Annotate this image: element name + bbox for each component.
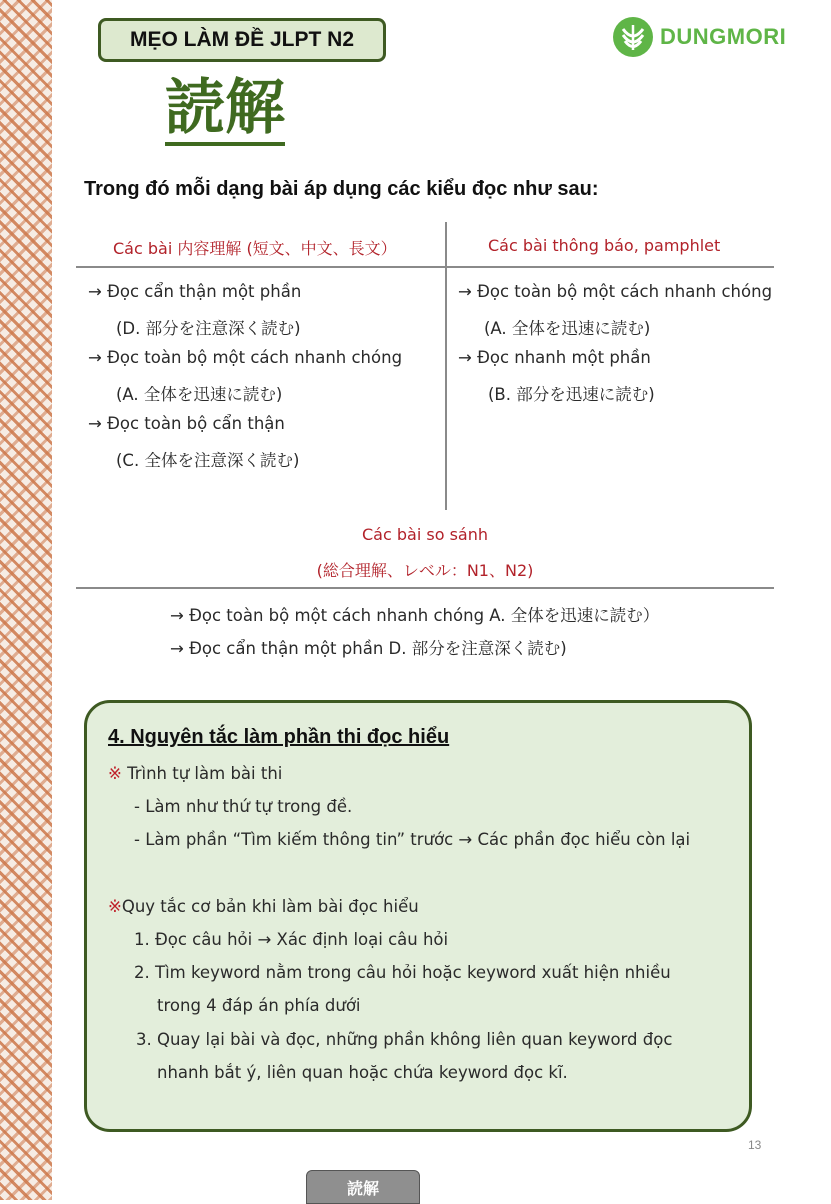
left-line-5: → Đọc toàn bộ cẩn thận: [88, 414, 285, 433]
reference-mark: ※: [108, 764, 122, 783]
left-line-1: → Đọc cẩn thận một phần: [88, 282, 302, 301]
left-line-6: (C. 全体を注意深く読む): [116, 451, 300, 470]
section2-item-3-cont: nhanh bắt ý, liên quan hoặc chứa keyword đọc kĩ.: [157, 1063, 568, 1082]
section1-heading-text: Trình tự làm bài thi: [121, 764, 283, 783]
section1-item-2: - Làm phần “Tìm kiếm thông tin” trước → Các phần đọc hiểu còn lại: [134, 830, 691, 849]
leaf-circle-icon: [612, 16, 654, 58]
compare-divider: [76, 587, 774, 589]
compare-line-2: → Đọc cẩn thận một phần D. 部分を注意深く読む): [170, 639, 567, 658]
section2-item-2: 2. Tìm keyword nằm trong câu hỏi hoặc keyword xuất hiện nhiều: [134, 963, 671, 982]
left-line-4: (A. 全体を迅速に読む): [116, 385, 283, 404]
section2-heading-text: Quy tắc cơ bản khi làm bài đọc hiểu: [121, 897, 419, 916]
right-line-2: (A. 全体を迅速に読む): [484, 319, 651, 338]
series-badge: MẸO LÀM ĐỀ JLPT N2: [98, 18, 386, 62]
intro-text: Trong đó mỗi dạng bài áp dụng các kiểu đọc như sau:: [84, 178, 599, 200]
brand-logo: [612, 16, 786, 58]
compare-line-1: → Đọc toàn bộ một cách nhanh chóng A. 全体を迅速に読む）: [170, 606, 660, 625]
compare-header: Các bài so sánh: [362, 525, 488, 544]
right-line-1: → Đọc toàn bộ một cách nhanh chóng: [458, 282, 773, 301]
page-title: 読解: [165, 78, 285, 146]
section1-heading: [108, 764, 282, 783]
right-line-4: (B. 部分を迅速に読む): [488, 385, 655, 404]
reference-mark: ※: [108, 897, 122, 916]
section2-heading: [108, 897, 419, 916]
decorative-side-pattern: [0, 0, 52, 1200]
logo-text: DUNGMORI: [660, 24, 787, 49]
right-column-header: Các bài thông báo, pamphlet: [488, 236, 721, 255]
right-line-3: → Đọc nhanh một phần: [458, 348, 651, 367]
section1-item-1: - Làm như thứ tự trong đề.: [134, 797, 353, 816]
section2-item-3: 3. Quay lại bài và đọc, những phần không liên quan keyword đọc: [136, 1030, 673, 1049]
page-number: 13: [748, 1138, 762, 1152]
left-line-3: → Đọc toàn bộ một cách nhanh chóng: [88, 348, 403, 367]
left-column-header: Các bài 内容理解 (短文、中文、長文）: [113, 239, 397, 258]
table-column-divider: [445, 222, 447, 510]
footer-section-tab[interactable]: 読解: [306, 1170, 420, 1204]
section2-item-2-cont: trong 4 đáp án phía dưới: [157, 996, 361, 1015]
section2-item-1: 1. Đọc câu hỏi → Xác định loại câu hỏi: [134, 930, 449, 949]
table-header-divider: [76, 266, 774, 268]
principles-title: 4. Nguyên tắc làm phần thi đọc hiểu: [108, 726, 450, 748]
left-line-2: (D. 部分を注意深く読む): [116, 319, 301, 338]
compare-subheader: (総合理解、レベル：N1、N2): [316, 561, 534, 580]
